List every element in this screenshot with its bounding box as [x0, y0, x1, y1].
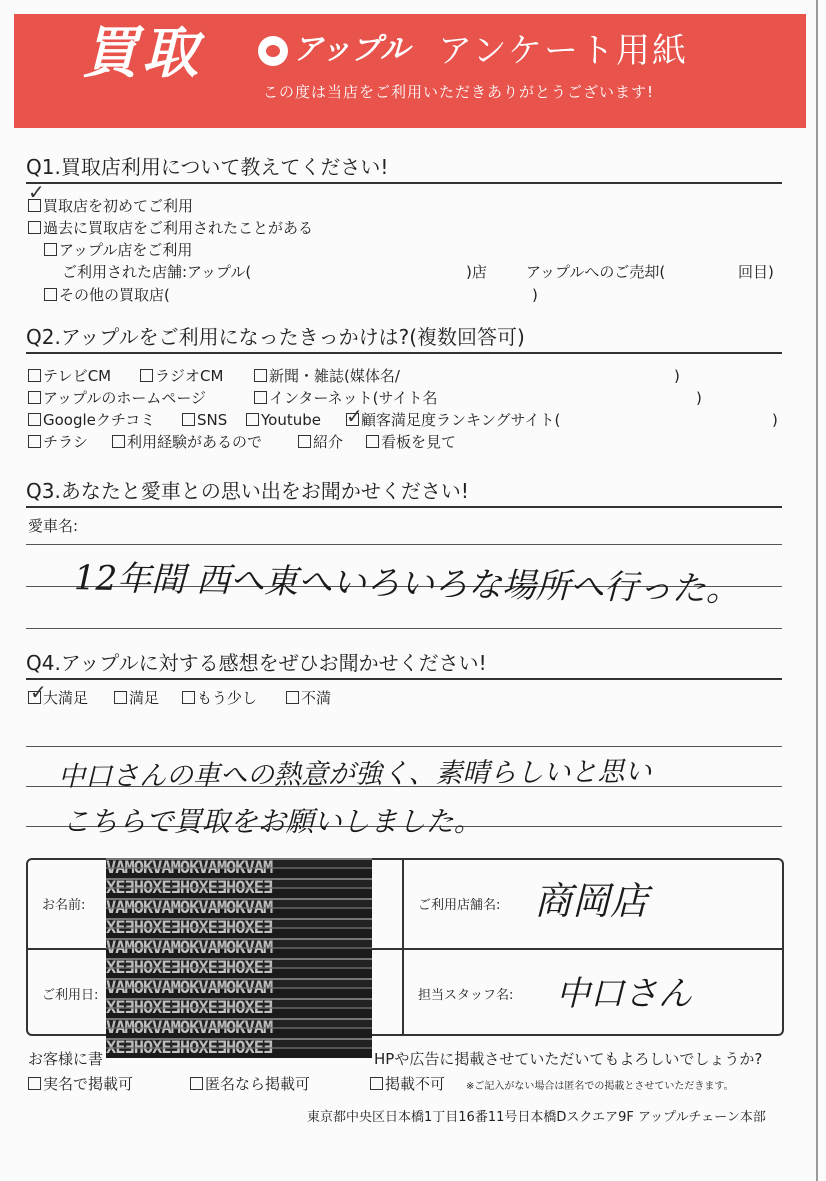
- q4-write-line-1: [26, 746, 782, 747]
- q2-opt-radio[interactable]: ラジオCM: [140, 366, 223, 386]
- q1-sold-suffix: 回目): [738, 263, 774, 281]
- q4-opt-dissatisfied[interactable]: 不満: [286, 688, 331, 708]
- checkbox-icon: [114, 691, 127, 704]
- q2-opt-sns[interactable]: SNS: [182, 410, 227, 430]
- checkbox-icon: [28, 369, 41, 382]
- checkbox-icon: [44, 243, 57, 256]
- q1-store-suffix: )店: [466, 263, 487, 281]
- q4-very-satisfied-check-mark-icon: ✓: [30, 680, 47, 704]
- staff-value: 中口さん: [556, 974, 692, 1014]
- q4-title: Q4.アップルに対する感想をぜひお聞かせください!: [26, 651, 487, 675]
- checkbox-icon: [28, 199, 41, 212]
- q3-car-label: 愛車名:: [28, 517, 79, 535]
- publish-real-name[interactable]: 実名で掲載可: [28, 1073, 133, 1094]
- q3-divider: [26, 506, 782, 508]
- q3-write-line-3: [26, 628, 782, 629]
- q1-opt-first[interactable]: 買取店を初めてご利用: [28, 196, 193, 216]
- q1-opt-apple[interactable]: アップル店をご利用: [44, 240, 192, 260]
- q2-opt-google[interactable]: Googleクチコミ: [28, 410, 155, 430]
- q4-handwritten-answer-line-1: 中口さんの車への熱意が強く、素晴らしいと思い: [57, 756, 652, 793]
- checkbox-icon: [182, 691, 195, 704]
- checkbox-icon: [182, 413, 195, 426]
- checkbox-icon: [366, 435, 379, 448]
- q4-divider: [26, 678, 782, 680]
- checkbox-icon: [246, 413, 259, 426]
- q2-opt-news[interactable]: 新聞・雑誌(媒体名/: [254, 366, 400, 386]
- checkbox-icon: [28, 691, 41, 704]
- q2-opt-flyer[interactable]: チラシ: [28, 432, 88, 452]
- q2-opt-experience[interactable]: 利用経験があるので: [112, 432, 262, 452]
- publish-question-end: HPや広告に掲載させていただいてもよろしいでしょうか?: [374, 1050, 763, 1068]
- q2-title: Q2.アップルをご利用になったきっかけは?(複数回答可): [26, 325, 525, 349]
- q4-opt-a-bit-more[interactable]: もう少し: [182, 688, 257, 708]
- checkbox-icon: [28, 1077, 41, 1090]
- checkbox-icon: [28, 413, 41, 426]
- publish-question-start: お客様に書: [28, 1050, 104, 1068]
- q2-opt-internet[interactable]: インターネット(サイト名: [254, 388, 437, 408]
- date-label: ご利用日:: [42, 988, 99, 1003]
- store-value: 商岡店: [534, 879, 649, 923]
- company-address: 東京都中央区日本橋1丁目16番11号日本橋Dスクエア9F アップルチェーン本部: [307, 1110, 766, 1125]
- q4-opt-very-satisfied[interactable]: 大満足: [28, 688, 88, 708]
- checkbox-icon: [298, 435, 311, 448]
- q2-opt-referral[interactable]: 紹介: [298, 432, 343, 452]
- q1-store-used: ご利用された店舗:アップル(: [62, 263, 252, 281]
- redaction-block: VAMOKVAMOKVAMOKVAM XEƎHOXEƎHOXEƎHOXEƎ VAMOKVAMOKVAMOKVAM XEƎHOXEƎHOXEƎHOXEƎ VAMOKVAMOKVAMOKVAM XEƎHOXEƎHOXEƎHOXEƎ VAMOKVAMOKVAMOKVAM XEƎHOXEƎHOXEƎHOXEƎ VAMOKVAMOKVAMOKVAM XEƎHOXEƎHOXEƎHOXEƎ: [106, 858, 372, 1058]
- q3-title: Q3.あなたと愛車との思い出をお聞かせください!: [26, 479, 469, 503]
- q4-handwritten-answer-line-2: こちらで買取をお願いしました。: [62, 805, 482, 838]
- name-label: お名前:: [42, 898, 86, 913]
- checkbox-icon: [28, 391, 41, 404]
- checkbox-icon: [254, 369, 267, 382]
- thanks-message: この度は当店をご利用いただきありがとうございます!: [263, 83, 655, 101]
- publish-note: ※ご記入がない場合は匿名での掲載とさせていただきます。: [466, 1081, 734, 1092]
- checkbox-icon: [190, 1077, 203, 1090]
- q2-internet-end: ): [696, 389, 702, 407]
- q2-opt-tv[interactable]: テレビCM: [28, 366, 111, 386]
- q2-opt-ranking[interactable]: 顧客満足度ランキングサイト(: [346, 410, 560, 430]
- q2-ranking-end: ): [772, 411, 778, 429]
- q4-opt-satisfied[interactable]: 満足: [114, 688, 159, 708]
- table-vertical-divider: [402, 860, 404, 1034]
- q3-write-line-1: [26, 544, 782, 545]
- checkbox-icon: [112, 435, 125, 448]
- checkbox-icon: [28, 221, 41, 234]
- checkbox-icon: [254, 391, 267, 404]
- q1-divider: [26, 182, 782, 184]
- checkbox-icon: [286, 691, 299, 704]
- staff-label: 担当スタッフ名:: [418, 988, 514, 1003]
- q2-opt-homepage[interactable]: アップルのホームページ: [28, 388, 206, 408]
- checkbox-icon: [140, 369, 153, 382]
- q2-opt-youtube[interactable]: Youtube: [246, 410, 321, 430]
- q2-news-end: ): [674, 367, 680, 385]
- checkbox-icon: [370, 1077, 383, 1090]
- scan-edge: [816, 0, 818, 1181]
- apple-logo-icon: [258, 36, 288, 66]
- brand-name: アップル: [293, 32, 410, 67]
- checkbox-icon: [28, 435, 41, 448]
- q1-opt-other[interactable]: その他の買取店(: [44, 285, 170, 305]
- q1-sold-count: アップルへのご売却(: [526, 263, 666, 281]
- checkbox-icon: [346, 413, 359, 426]
- q1-first-check-mark-icon: ✓: [28, 180, 45, 204]
- store-label: ご利用店舗名:: [418, 898, 501, 913]
- q3-handwritten-answer: 12年間 西へ東へいろいろな場所へ行った。: [73, 558, 741, 610]
- q2-opt-signboard[interactable]: 看板を見て: [366, 432, 456, 452]
- q1-opt-past[interactable]: 過去に買取店をご利用されたことがある: [28, 218, 313, 238]
- q2-ranking-check-mark-icon: ✓: [346, 404, 363, 428]
- kaitori-logo: 買取: [82, 21, 202, 86]
- publish-not-allowed[interactable]: 掲載不可: [370, 1073, 445, 1094]
- checkbox-icon: [44, 288, 57, 301]
- q1-other-suffix: ): [532, 286, 538, 304]
- publish-anonymous[interactable]: 匿名なら掲載可: [190, 1073, 310, 1094]
- q2-divider: [26, 352, 782, 354]
- q1-title: Q1.買取店利用について教えてください!: [26, 155, 389, 179]
- document-title: アンケート用紙: [438, 31, 688, 71]
